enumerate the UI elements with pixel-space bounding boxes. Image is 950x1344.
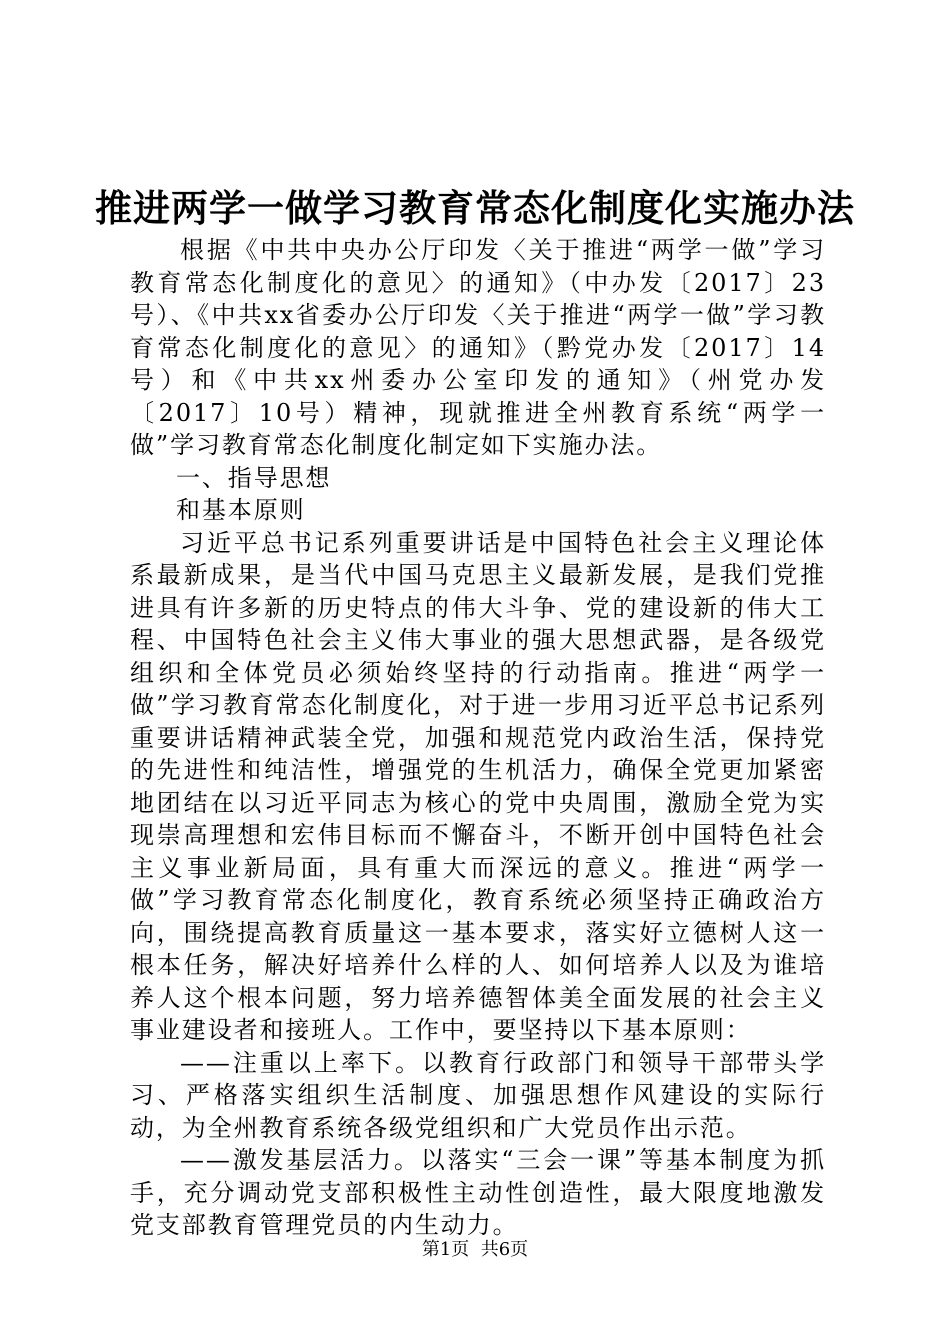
document-title: 推进两学一做学习教育常态化制度化实施办法	[95, 186, 855, 230]
page-total: 共6页	[480, 1239, 529, 1260]
document-body	[130, 234, 826, 1242]
paragraph-guiding-ideology: 习近平总书记系列重要讲话是中国特色社会主义理论体系最新成果，是当代中国马克思主义最新发展，是我们党推进具有许多新的历史特点的伟大斗争、党的建设新的伟大工程、中国特色社会主义伟大事业的强大思想武器，是各级党组织和全体党员必须始终坚持的行动指南。推进“两学一做”学习教育常态化制度化，对于进一步用习近平总书记系列重要讲话精神武装全党，加强和规范党内政治生活，保持党的先进性和纯洁性，增强党的生机活力，确保全党更加紧密地团结在以习近平同志为核心的党中央周围，激励全党为实现崇高理想和宏伟目标而不懈奋斗，不断开创中国特色社会主义事业新局面，具有重大而深远的意义。推进“两学一做”学习教育常态化制度化，教育系统必须坚持正确政治方向，围绕提高教育质量这一基本要求，落实好立德树人这一根本任务，解决好培养什么样的人、如何培养人以及为谁培养人这个根本问题，努力培养德智体美全面发展的社会主义事业建设者和接班人。工作中，要坚持以下基本原则：	[130, 528, 826, 1044]
section-heading-guiding-ideology: 一、指导思想	[176, 463, 332, 492]
paragraph-principle-lead-by-example: ——注重以上率下。以教育行政部门和领导干部带头学习、严格落实组织生活制度、加强思想作风建设的实际行动，为全州教育系统各级党组织和广大党员作出示范。	[130, 1048, 826, 1142]
section-heading-basic-principles: 和基本原则	[176, 496, 306, 524]
paragraph-basis: 根据《中共中央办公厅印发〈关于推进“两学一做”学习教育常态化制度化的意见〉的通知》（中办发〔2017〕23号）、《中共xx省委办公厅印发〈关于推进“两学一做”学习教育常态化制度化的意见〉的通知》（黔党办发〔2017〕14号）和《中共xx州委办公室印发的通知》（州党办发〔2017〕10号）精神，现就推进全州教育系统“两学一做”学习教育常态化制度化制定如下实施办法。	[130, 236, 826, 459]
page-footer	[0, 1238, 950, 1262]
page-number: 第1页	[421, 1239, 470, 1260]
paragraph-principle-grassroots-vitality: ——激发基层活力。以落实“三会一课”等基本制度为抓手，充分调动党支部积极性主动性创造性，最大限度地激发党支部教育管理党员的内生动力。	[130, 1146, 826, 1239]
